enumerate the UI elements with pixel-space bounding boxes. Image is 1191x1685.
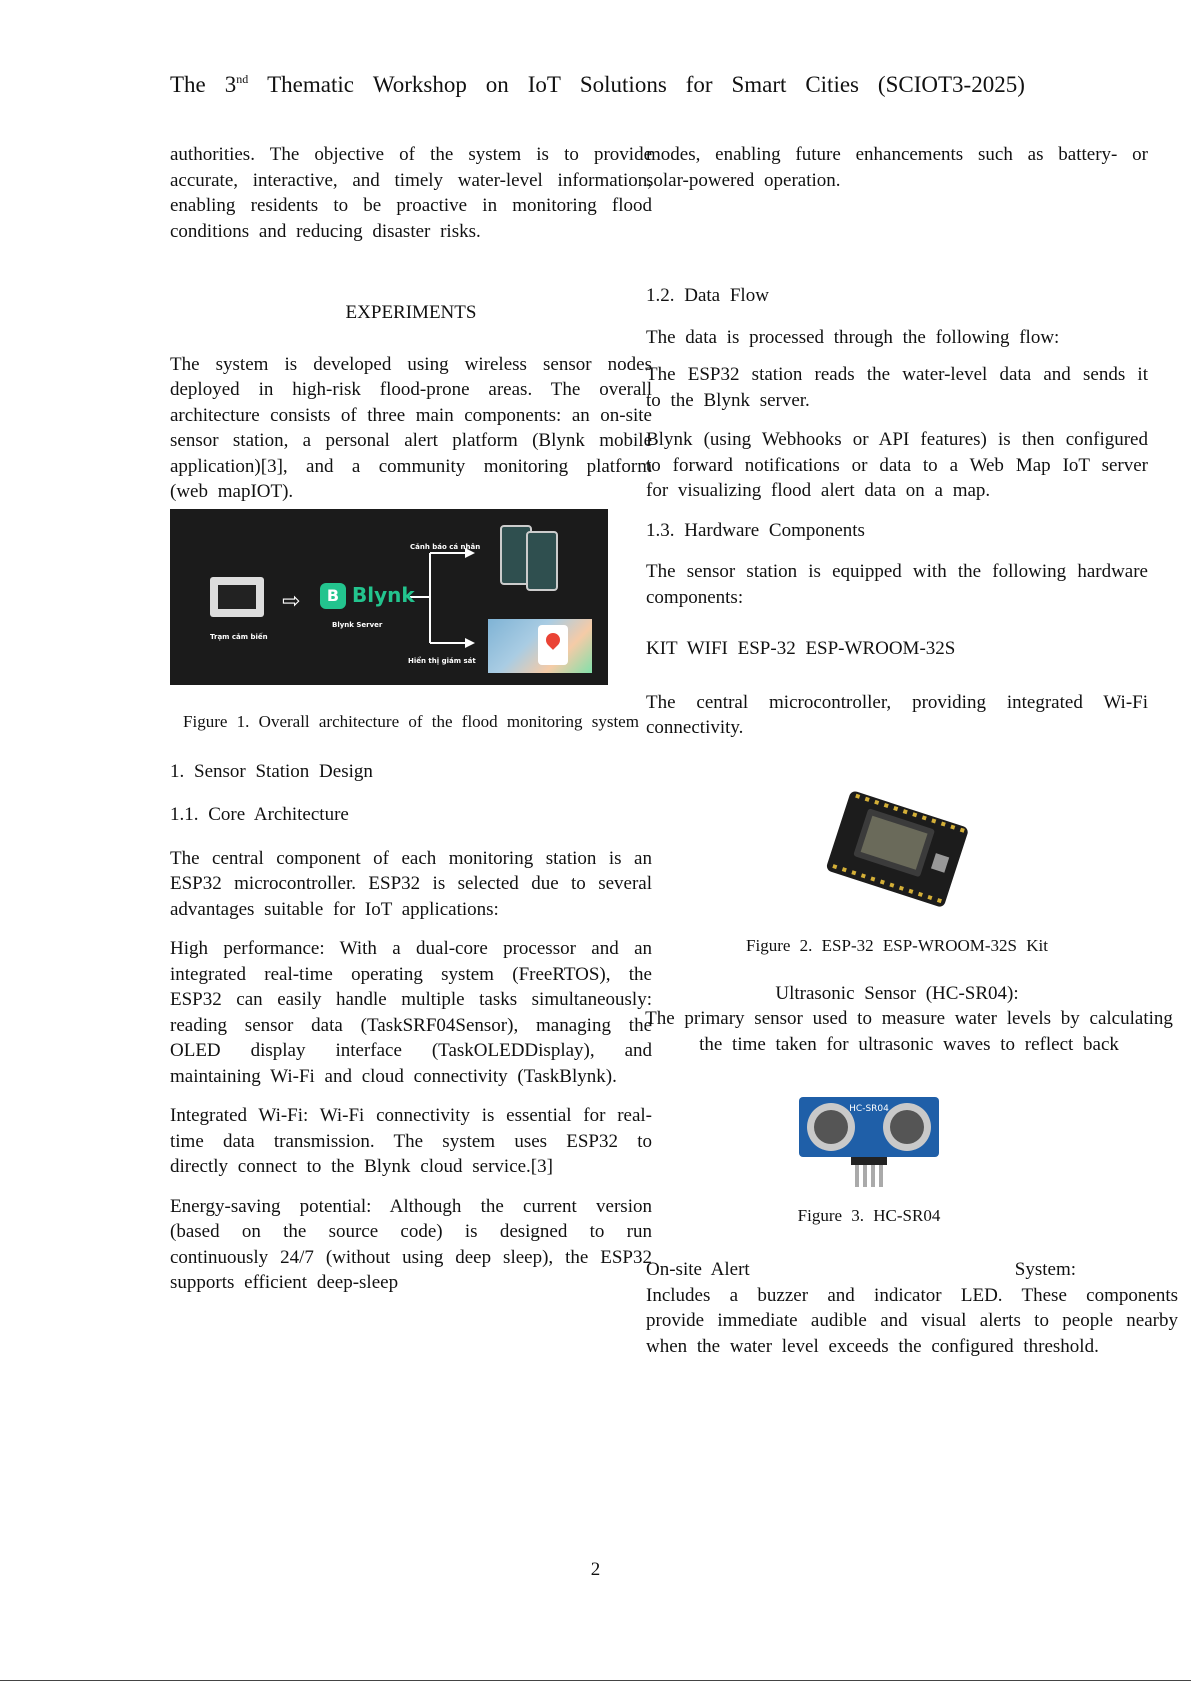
kit-name: KIT WIFI ESP-32 ESP-WROOM-32S xyxy=(646,638,956,659)
kit-description: The central microcontroller, providing integrated Wi-Fi connectivity. xyxy=(646,691,1148,738)
arrow-right-icon: ⇨ xyxy=(282,588,301,614)
figure-esp32 xyxy=(646,785,1148,915)
header-word: for xyxy=(685,72,713,97)
header-word: (SCIOT3-2025) xyxy=(877,72,1025,97)
figure2-caption: Figure 2. ESP-32 ESP-WROOM-32S Kit xyxy=(746,935,1048,955)
header-word: IoT xyxy=(527,72,561,97)
figure3-caption: Figure 3. HC-SR04 xyxy=(797,1206,941,1225)
high-performance-paragraph: High performance: With a dual-core processor and an integrated real-time operating system (FreeRTOS), the ESP32 can easily handle multiple tasks simultaneously: reading sensor data (TaskSRF04Sensor), managing the OLED display interface (TaskOLEDDisplay), and maintaining Wi-Fi and cloud connectivity (TaskBlynk). xyxy=(170,938,652,1087)
esp32-board-image xyxy=(817,785,977,915)
header-word: Thematic xyxy=(267,72,354,97)
core-architecture-paragraph: The central component of each monitoring station is an ESP32 microcontroller. ESP32 is selected due to several advantages suitable for IoT applications: xyxy=(170,847,652,920)
header-word: Smart xyxy=(731,72,787,97)
right-column xyxy=(645,142,1178,1359)
data-flow-step-1: The ESP32 station reads the water-level data and sends it to the Blynk server. xyxy=(646,364,1148,411)
header-word: on xyxy=(485,72,509,97)
left-column xyxy=(170,142,652,1296)
section-1-2-heading: 1.2. Data Flow xyxy=(646,285,769,306)
header-word: The xyxy=(170,72,206,97)
ultrasonic-title: Ultrasonic Sensor (HC-SR04): xyxy=(775,982,1019,1004)
hcsr04-sensor-image xyxy=(797,1091,941,1195)
section-1-3-heading: 1.3. Hardware Components xyxy=(646,519,865,541)
phone-icon xyxy=(526,531,558,591)
label-map-display: Hiển thị giám sát xyxy=(408,656,476,665)
label-personal-alert: Cảnh báo cá nhân xyxy=(410,542,481,551)
figure-hcsr04 xyxy=(590,1091,1148,1195)
intro-paragraph: authorities. The objective of the system is to provide accurate, interactive, and timely water-level information, enabling residents to be proactive in monitoring flood conditions and reducing disaster risks. xyxy=(170,144,652,242)
hcsr04-board-label: HC-SR04 xyxy=(849,1104,889,1114)
ultrasonic-description: The primary sensor used to measure water levels by calculating the time taken for ultrasonic waves to reflect back xyxy=(645,1008,1173,1055)
map-pin-icon xyxy=(538,625,568,665)
wifi-paragraph: Integrated Wi-Fi: Wi-Fi connectivity is essential for real-time data transmission. The system uses ESP32 to directly connect to the Blynk cloud service.[3] xyxy=(170,1105,652,1177)
alert-description: Includes a buzzer and indicator LED. These components provide immediate audible and visual alerts to people nearby when the water level exceeds the configured threshold. xyxy=(646,1284,1178,1357)
label-sensor-station: Trạm cảm biến xyxy=(210,632,268,641)
section-heading-experiments: EXPERIMENTS xyxy=(345,302,477,323)
figure-architecture xyxy=(170,509,608,685)
page-number: 2 xyxy=(590,1559,601,1580)
header-ordinal: 3nd xyxy=(224,72,249,97)
hardware-intro: The sensor station is equipped with the following hardware components: xyxy=(646,561,1148,608)
section-1-1-heading: 1.1. Core Architecture xyxy=(170,804,349,825)
data-flow-step-2: Blynk (using Webhooks or API features) is then configured to forward notifications or data to a Web Map IoT server for visualizing flood alert data on a map. xyxy=(646,429,1148,501)
blynk-logo-icon: B xyxy=(320,583,346,609)
alert-title: On-site Alert System: xyxy=(646,1259,1076,1280)
running-header xyxy=(170,72,1025,98)
section-1-heading: 1. Sensor Station Design xyxy=(170,760,373,782)
header-word: Workshop xyxy=(372,72,467,97)
label-blynk-server: Blynk Server xyxy=(332,620,383,629)
header-word: Cities xyxy=(805,72,859,97)
header-word: Solutions xyxy=(579,72,667,97)
figure1-caption: Figure 1. Overall architecture of the flood monitoring system xyxy=(183,711,639,731)
experiments-paragraph: The system is developed using wireless sensor nodes deployed in high-risk flood-prone areas. The overall architecture consists of three main components: an on-site sensor station, a personal alert platform (Blynk mobile application)[3], and a community monitoring platform (web mapIOT). xyxy=(170,353,652,502)
data-flow-intro: The data is processed through the following flow: xyxy=(646,326,1060,348)
esp32-board-icon xyxy=(210,577,264,617)
blynk-wordmark: Blynk xyxy=(352,582,415,607)
continued-paragraph: modes, enabling future enhancements such as battery- or solar-powered operation. xyxy=(646,144,1148,191)
footer-divider xyxy=(0,1680,1191,1681)
energy-paragraph: Energy-saving potential: Although the current version (based on the source code) is designed to run continuously 24/7 (without using deep sleep), the ESP32 supports efficient deep-sleep xyxy=(170,1195,652,1293)
